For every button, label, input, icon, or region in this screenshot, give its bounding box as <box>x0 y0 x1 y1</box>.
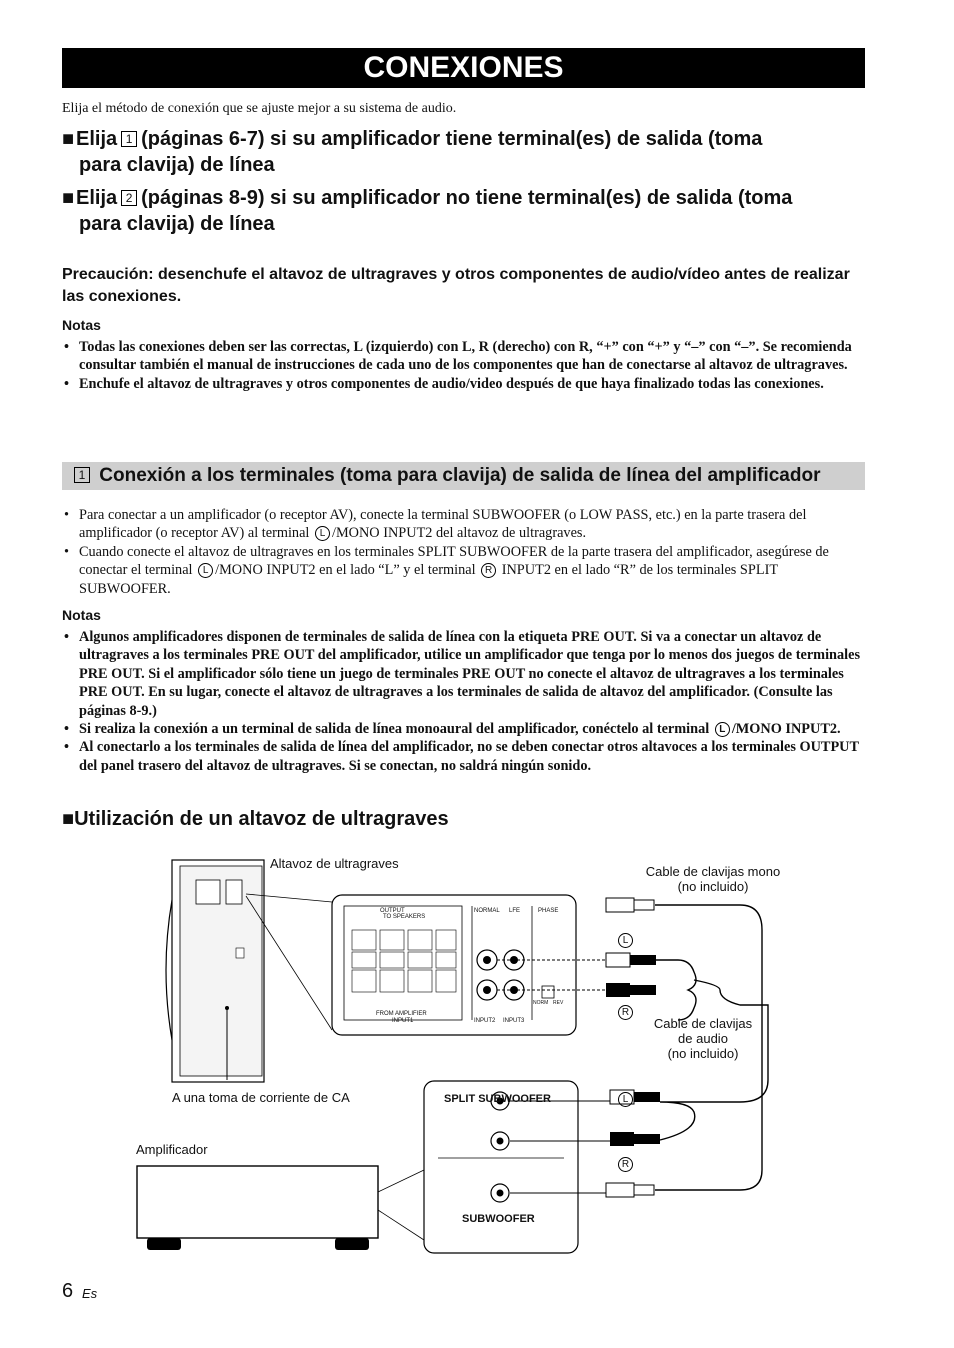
list-item <box>62 543 862 598</box>
note-2-text-end: /MONO INPUT2. <box>731 721 841 738</box>
bullet-2-text-end: INPUT2 en el lado “R” de los terminales SPLIT SUBWOOFER. <box>79 562 778 597</box>
panel-normal-label: NORMAL <box>474 908 500 914</box>
subwoofer-illustration <box>166 860 332 1082</box>
label-mono-cable-line2: (no incluido) <box>677 879 749 894</box>
note-2-text: Si realiza la conexión a un terminal de salida de línea monoaural del amplificador, conéctelo al terminal <box>79 721 710 738</box>
amp-subwoofer-label: SUBWOOFER <box>462 1213 535 1225</box>
section-1-heading <box>62 462 865 490</box>
notes-1-title: Notas <box>62 317 101 333</box>
label-audio-cable-line2: de audio <box>678 1031 728 1046</box>
connection-diagram <box>0 840 954 1260</box>
panel-output-label: OUTPUT <box>380 908 405 914</box>
plug-r-icon: R <box>618 1005 633 1020</box>
option-1-text-line1: (páginas 6-7) si su amplificador tiene terminal(es) de salida (toma <box>141 128 763 150</box>
panel-phase-label: PHASE <box>538 908 559 914</box>
label-audio-cable-line3: (no incluido) <box>667 1046 739 1061</box>
option-2-heading <box>62 185 882 237</box>
list-item: • Al conectarlo a los terminales de salida de línea del amplificador, no se deben conectar otros altavoces a los terminales OUTPUT del panel trasero del altavoz de ultragraves. Si se conectan, no saldrá ningún sonido. <box>62 738 862 775</box>
circled-l-icon: L <box>315 526 330 541</box>
list-item: • Enchufe el altavoz de ultragraves y otros componentes de audio/video después de que haya finalizado todas las conexiones. <box>62 375 862 393</box>
page-title: CONEXIONES <box>62 48 865 88</box>
section-1-title: Conexión a los terminales (toma para clavija) de salida de línea del amplificador <box>99 465 821 486</box>
panel-lfe-label: LFE <box>509 908 521 914</box>
section-1-number: 1 <box>74 467 90 483</box>
option-2-number: 2 <box>121 190 137 206</box>
square-bullet-icon: ■ <box>62 128 75 150</box>
subsection-heading <box>62 808 449 831</box>
label-audio-cable-line1: Cable de clavijas <box>653 1016 753 1031</box>
label-ac-outlet: A una toma de corriente de CA <box>172 1090 350 1105</box>
circled-r-icon: R <box>481 563 496 578</box>
label-audio-cable <box>640 1016 766 1061</box>
connection-bullets <box>62 506 862 598</box>
plug-l-icon: L <box>618 1092 633 1107</box>
panel-input3-label: INPUT3 <box>503 1018 525 1024</box>
option-1-elija: Elija <box>76 128 118 150</box>
option-2-text-line2: para clavija) de línea <box>79 213 275 235</box>
notes-2-list <box>62 628 862 775</box>
panel-to-speakers-label: TO SPEAKERS <box>383 914 426 920</box>
option-1-heading <box>62 126 882 178</box>
label-subwoofer: Altavoz de ultragraves <box>270 856 399 871</box>
page-number: 6 <box>62 1280 74 1302</box>
panel-rev-label: REV <box>553 1000 564 1006</box>
amplifier-illustration <box>137 1166 424 1250</box>
bullet-2-text-mid: /MONO INPUT2 en el lado “L” y el terminal <box>215 562 476 579</box>
list-item: • Algunos amplificadores disponen de terminales de salida de línea con la etiqueta PRE OUT. Si va a conectar un altavoz de ultragraves a los terminales PRE OUT del amplificador, utilice un amplificador que tenga por lo menos dos juegos de terminales PRE OUT. Si el amplificador sólo tiene un juego de terminales PRE OUT no conecte el altavoz de ultragraves a los terminales PRE OUT. En su lugar, conecte el altavoz de ultragraves a los terminales de salida de altavoz del amplificador. (Consulte las páginas 8-9.) <box>62 628 862 720</box>
label-mono-cable-line1: Cable de clavijas mono <box>645 864 781 879</box>
square-bullet-icon: ■ <box>62 187 75 209</box>
plug-r-icon: R <box>618 1157 633 1172</box>
square-bullet-icon: ■ <box>62 808 75 830</box>
panel-input2-label: INPUT2 <box>474 1018 496 1024</box>
page-language: Es <box>82 1286 98 1301</box>
label-amplifier: Amplificador <box>136 1142 208 1157</box>
option-1-number: 1 <box>121 131 137 147</box>
circled-l-icon: L <box>715 722 730 737</box>
panel-from-amplifier-label: FROM AMPLIFIER <box>376 1011 427 1017</box>
bullet-1-text-end: /MONO INPUT2 del altavoz de ultragraves. <box>331 525 587 542</box>
option-2-elija: Elija <box>76 187 118 209</box>
intro-text: Elija el método de conexión que se ajuste mejor a su sistema de audio. <box>62 101 457 116</box>
list-item: • Todas las conexiones deben ser las correctas, L (izquierdo) con L, R (derecho) con R, “+” con “+” y “–” con “–”. Se recomienda consultar también el manual de instrucciones de cada uno de los componentes que han de conectarse al altavoz de ultragraves. <box>62 338 862 375</box>
option-2-text-line1: (páginas 8-9) si su amplificador no tiene terminal(es) de salida (toma <box>141 187 793 209</box>
option-1-text-line2: para clavija) de línea <box>79 154 275 176</box>
plug-l-icon: L <box>618 933 633 948</box>
panel-input1-label: INPUT1 <box>392 1018 414 1024</box>
bullet-1-text: Para conectar a un amplificador (o receptor AV), conecte la terminal SUBWOOFER (o LOW PASS, etc.) en la parte trasera del amplificador (o receptor AV) al terminal <box>79 507 807 542</box>
label-mono-cable <box>620 864 806 894</box>
list-item <box>62 720 862 738</box>
bullet-2-text: Cuando conecte el altavoz de ultragraves en los terminales SPLIT SUBWOOFER de la parte trasera del amplificador, asegúrese de conectar el terminal <box>79 543 829 579</box>
notes-2-title: Notas <box>62 607 101 623</box>
notes-1-list <box>62 338 862 393</box>
subsection-title: Utilización de un altavoz de ultragraves <box>74 808 449 830</box>
circled-l-icon: L <box>198 563 213 578</box>
amp-split-subwoofer-label: SPLIT SUBWOOFER <box>444 1093 551 1105</box>
list-item <box>62 506 862 543</box>
caution-text: Precaución: desenchufe el altavoz de ultragraves y otros componentes de audio/vídeo antes de realizar las conexiones. <box>62 266 850 305</box>
panel-norm-label: NORM <box>533 1000 549 1006</box>
subwoofer-rear-panel <box>332 895 606 1035</box>
